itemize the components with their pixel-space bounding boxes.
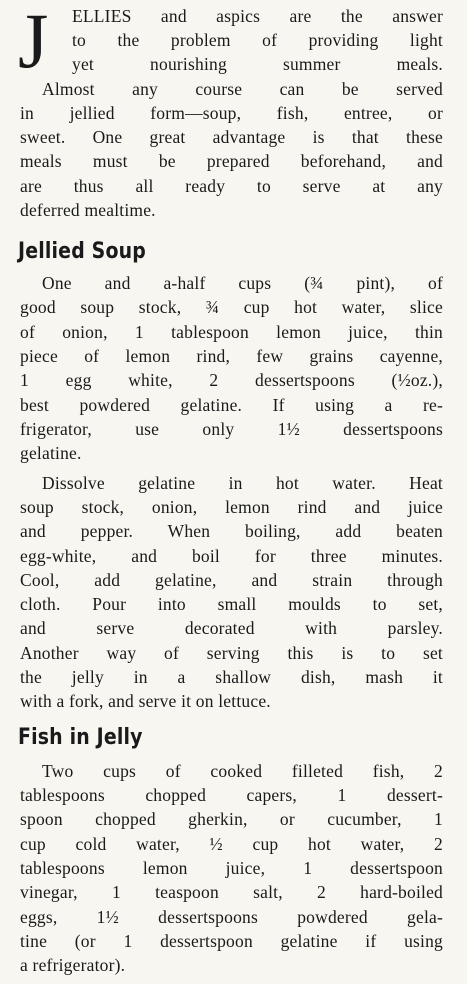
intro-line: in jellied form—soup, fish, entree, or <box>20 103 443 123</box>
fish-recipe-line: tine (or 1 dessertspoon gelatine if using <box>20 931 443 951</box>
fish-recipe-line: tablespoons chopped capers, 1 dessert- <box>20 785 443 805</box>
soup-ingredients-line: good soup stock, ¾ cup hot water, slice <box>20 297 443 317</box>
soup-method-line: Dissolve gelatine in hot water. Heat <box>42 473 443 493</box>
intro-line: ELLIES and aspics are the answer <box>72 6 443 26</box>
fish-recipe-line: vinegar, 1 teaspoon salt, 2 hard-boiled <box>20 882 443 902</box>
fish-recipe-line: tablespoons lemon juice, 1 dessertspoon <box>20 858 443 878</box>
soup-method-line: Cool, add gelatine, and strain through <box>20 570 443 590</box>
soup-method-line: Another way of serving this is to set <box>20 643 443 663</box>
soup-method-line: and serve decorated with parsley. <box>20 618 443 638</box>
soup-method-line: soup stock, onion, lemon rind and juice <box>20 497 443 517</box>
soup-ingredients-line: One and a-half cups (¾ pint), of <box>42 273 443 293</box>
fish-recipe-line: Two cups of cooked filleted fish, 2 <box>42 761 443 781</box>
soup-method-line: and pepper. When boiling, add beaten <box>20 521 443 541</box>
soup-method-line: with a fork, and serve it on lettuce. <box>20 691 271 711</box>
fish-recipe-line: a refrigerator). <box>20 955 126 975</box>
fish-recipe-line: spoon chopped gherkin, or cucumber, 1 <box>20 809 443 829</box>
soup-ingredients-line: best powdered gelatine. If using a re- <box>20 395 443 415</box>
heading-fish-in-jelly: Fish in Jelly <box>18 725 143 750</box>
intro-line: Almost any course can be served <box>42 79 443 99</box>
soup-ingredients-line: piece of lemon rind, few grains cayenne, <box>20 346 443 366</box>
soup-method-line: cloth. Pour into small moulds to set, <box>20 594 443 614</box>
intro-line: are thus all ready to serve at any <box>20 176 443 196</box>
soup-method-line: egg-white, and boil for three minutes. <box>20 546 443 566</box>
intro-line: meals must be prepared beforehand, and <box>20 151 443 171</box>
soup-ingredients-line: of onion, 1 tablespoon lemon juice, thin <box>20 322 443 342</box>
drop-cap: J <box>18 0 49 84</box>
soup-ingredients-line: 1 egg white, 2 dessertspoons (½oz.), <box>20 370 443 390</box>
fish-recipe-line: eggs, 1½ dessertspoons powdered gela- <box>20 907 443 927</box>
fish-recipe-line: cup cold water, ½ cup hot water, 2 <box>20 834 443 854</box>
intro-line: to the problem of providing light <box>72 30 443 50</box>
soup-ingredients-line: frigerator, use only 1½ dessertspoons <box>20 419 443 439</box>
soup-ingredients-line: gelatine. <box>20 443 82 463</box>
intro-line: yet nourishing summer meals. <box>72 54 443 74</box>
intro-line: sweet. One great advantage is that these <box>20 127 443 147</box>
heading-jellied-soup: Jellied Soup <box>18 239 146 264</box>
intro-line: deferred mealtime. <box>20 200 156 220</box>
soup-method-line: the jelly in a shallow dish, mash it <box>20 667 443 687</box>
